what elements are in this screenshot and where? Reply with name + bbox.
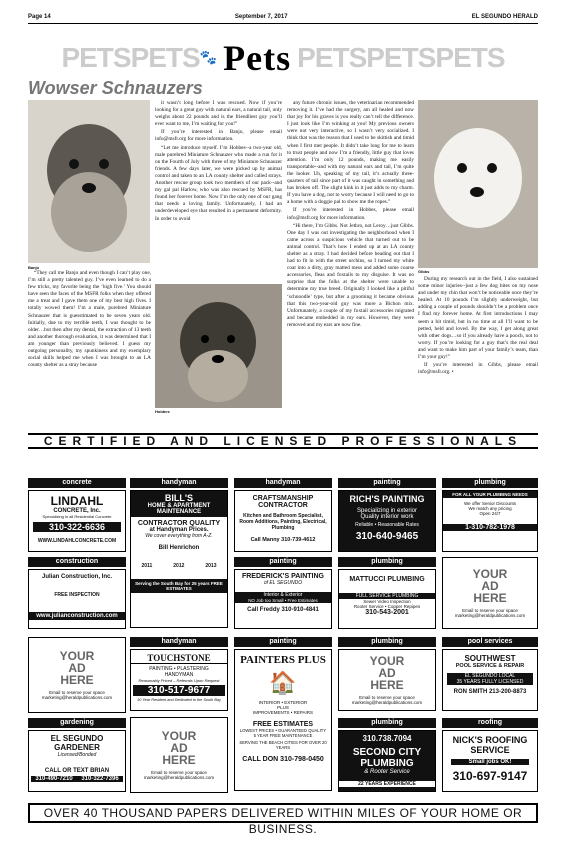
ad-title: BILL'S [131,491,227,503]
masthead-ghost-right: PETSPETSPETS [297,42,505,73]
caption-banjo: Banjo [28,265,40,270]
ad-line-2: We match any pricing [468,506,512,511]
ad-phone: 310-640-9465 [355,531,419,542]
ad-line: Kitchen and Bathroom Specialist, Room Additions, Painting, Electrical, Plumbing [239,513,327,531]
ad-fredericks-painting[interactable] [234,569,332,629]
page-number: Page 14 [28,14,51,20]
ad-line-5: 5 YEAR FREE MAINTENANCE [253,733,313,738]
ad-mattucci-plumbing[interactable] [338,569,436,629]
article-column-2 [155,100,282,280]
ad-line-4: LOWEST PRICES • GUARANTEED QUALITY [239,728,327,733]
ad-footer: Serving the South Bay for 25 years FREE ESTIMATES [131,579,227,593]
pets-logo: Pets [223,38,292,78]
ad-southwest-pool[interactable] [442,649,538,711]
house-icon: 🏠 [269,670,297,695]
category-label: plumbing [338,637,436,647]
article-column-1 [28,270,151,418]
ad-line-2: PLUS [277,705,289,710]
ad-phone: 310-543-2001 [365,609,409,616]
ad-subtitle: & Rooter Service [364,769,410,775]
ad-title: EL SEGUNDO GARDENER [50,734,104,752]
ad-phone: Call Freddy 310-910-4841 [247,607,319,613]
ad-phone: 310.738.7094 [362,734,412,743]
ad-header: FOR ALL YOUR PLUMBING NEEDS [443,491,537,498]
placeholder-email: Email to reserve your space marketing@heraldpublications.com [143,770,215,780]
category-label: handyman [234,478,332,488]
ad-line: FREE INSPECTION [54,592,100,598]
award-year: 2011 [141,563,153,569]
category-label: gardening [28,718,126,728]
paper-name: EL SEGUNDO HERALD [471,14,538,20]
ad-subtitle: Licensed/Bonded [57,752,97,758]
award-year: 2013 [205,563,217,569]
category-label: plumbing [442,478,538,488]
ad-title: PAINTERS PLUS [240,654,326,666]
ad-subtitle: POOL SERVICE & REPAIR [455,663,525,669]
ad-phone: 310-322-7396 [81,776,119,782]
ad-line-3: Reasonably Priced – Referrals Upon Request [138,678,220,683]
ad-line: Specializing in all Residential Concrete [42,514,112,519]
award-badges [131,563,227,569]
ad-title: CRAFTSMANSHIP CONTRACTOR [252,495,314,509]
ad-title: NICK'S ROOFING SERVICE [452,735,528,755]
ad-tagline-2: at Handyman Prices. [149,527,209,533]
ad-footer: 30 Year Resident and Dedicated to the South Bay [137,698,221,702]
ad-line: Interior & Exterior [235,592,331,598]
ad-title: MATTUCCI PLUMBING [349,576,425,583]
article-column-3 [287,100,414,425]
ad-line: Small jobs OK! [451,759,529,765]
section-masthead [28,38,538,78]
ad-bills-maintenance[interactable] [130,490,228,628]
photo-gibbs [418,100,538,268]
ad-website: WWW.LINDAHLCONCRETE.COM [37,538,117,544]
category-label: roofing [442,718,538,728]
circulation-footer: OVER 40 THOUSAND PAPERS DELIVERED WITHIN MILES OF YOUR HOME OR BUSINESS. [28,803,538,823]
placeholder-email: Email to reserve your space marketing@heraldpublications.com [351,695,423,705]
ad-line-2: 35 YEARS FULLY LICENSED [447,679,533,685]
ad-title: LINDAHL [50,494,104,508]
ad-line-3: Rooter Service • Copper Repipes [353,604,421,609]
article-headline: Wowser Schnauzers [28,78,203,98]
ad-phone: 310-322-6636 [33,522,121,532]
paragraph: “Hi there, I’m Gibbs. Not Jethro, not Leroy…just Gibbs. One day I was out investigating the neighborhood when I came across a suspicious vehicle that turned out to be animal control. That’s how I ended up at an LA county shelter as a stray. I had decided before heading out that I had to fit in with the street urchins, so I turned my white coat into a dirty, gray matted mess and added some coarse accessories, fleas and foxtails to my disguise. It was no surprise that the folks at the shelter were unable to determine my true breed. Originally I looked like a pitiful ‘schnoodle’ type, but after a grooming it became obvious that this two-year-old guy was more a Bichon mix. Unfortunately, a couple of my foxtail accessories migrated and became embedded in my ears. However, they were removed and my ears are now fine. [287,222,414,328]
paragraph: “Let me introduce myself. I’m Hobbes--a two-year old, male purebred Miniature Schnauzer who made a run for it on the Fourth of July with three of my Miniature Schnauzer friends. A few days later, we were picked up by animal control and taken to an LA county shelter and called strays. Another rescue group took two members of our pack--and my gal pal Harlow, who was also rescued by MSFR, has found her forever home. Now I’m the only one of our gang that needs a loving family. Unfortunately, I had an underdeveloped eye that resulted in a permanent deformity. In order to avoid [155,144,282,222]
ad-tagline-3: We cover everything from A-Z. [145,533,213,539]
category-label: painting [234,637,332,647]
category-label: construction [28,557,126,567]
placeholder-title: YOUR AD HERE [161,729,197,767]
ad-richs-painting[interactable] [338,490,436,552]
ad-phones [31,776,123,782]
ad-title: FREDERICK'S PAINTING [241,573,325,580]
ad-line: Specializing in exterior [356,508,418,514]
ad-title: Julian Construction, Inc. [41,574,112,580]
paw-icon: 🐾 [199,50,218,66]
paragraph: “They call me Banjo and even though I can’t play one, I’m still a pretty talented guy. I’ve even learned to do a few tricks, my favorite being the ‘high five.’ You should have seen the faces of the MSFR folks when they offered me a treat and I gave them one of my best high fives. I totally wowed them! I’m a male, purebred Miniature Schnauzer that is guesstimated to be seven years old. Initially, due to my terrible teeth, I was thought to be older…but then after my dental, the extraction of 13 teeth and another thorough evaluation, it was determined that I am younger than previously believed. I guess my outgoing personality, my spunkiness and my exemplary social skills helped me when I was brought to an LA county shelter as a stray because [28,270,151,369]
category-label: plumbing [338,718,436,728]
ad-placeholder[interactable] [442,557,538,629]
category-label: handyman [130,637,228,647]
ad-line: INTERIOR • EXTERIOR [258,700,308,705]
photo-banjo [28,100,150,263]
ad-subtitle: of EL SEGUNDO [263,580,303,586]
paragraph: it wasn’t long before I was rescued. Now if you’re looking for a great guy with natural ears, a natural tail, only weighs about 22 pounds and is the friendliest guy you’ll ever want to me, I’m waiting for you!” [155,100,282,128]
ad-website: www.julianconstruction.com [29,612,125,620]
placeholder-email: Email to reserve your space marketing@heraldpublications.com [454,608,526,618]
ad-phone: 1-310-782-1978 [443,524,537,531]
ad-line-6: SERVING THE BEACH CITIES FOR OVER 20 YEARS [239,740,327,750]
ad-line-2: Quality interior work [360,514,414,520]
category-label: plumbing [338,557,436,567]
award-year: 2012 [173,563,185,569]
ad-title: SOUTHWEST [464,654,516,663]
ad-line-3: IMPROVEMENTS • REPAIRS [252,710,313,715]
page-header [28,14,538,24]
ad-placeholder[interactable] [338,649,436,711]
paragraph: any future chronic issues, the veterinarian recommended removing it. I’ve had the surgery, am all healed and now that joy for his graves is you really can’t tell the difference. I just look like I’m winking at you! My previous owners were not very interactive, so I wasn’t very socialized. I think that was the reason that I used to be skittish and timid when I first met people. It didn’t take long for me to learn to trust people and now I’m a friendly, little guy that loves attention. I’m only 12 pounds, making me easily transportable--and with my natural ears and tail, I’m quite the looker. Uh, speaking of my tail, it’s actually three-quarters of tail since part of it was caught in something and has broken off. The slight kink in it just adds to my charm. If you have a dog, not to worry because I will need to go to a home with a doggie pal to show me the ropes.” [287,100,414,206]
ad-lindahl-concrete[interactable] [28,490,126,552]
ad-julian-construction[interactable] [28,569,126,629]
ad-phone: 310-517-9677 [133,685,225,696]
ad-subtitle: CONCRETE, Inc. [53,508,101,514]
ad-el-segundo-gardener[interactable] [28,730,126,792]
ad-nicks-roofing[interactable] [442,730,538,792]
ad-painters-plus[interactable] [234,649,332,791]
ad-placeholder[interactable] [130,717,228,793]
paragraph: If you’re interested in Hobbes, please email info@msfr.org for more information. [287,207,414,221]
placeholder-title: YOUR AD HERE [59,649,95,687]
placeholder-title: YOUR AD HERE [472,567,508,605]
directory-banner: CERTIFIED AND LICENSED PROFESSIONALS [28,433,538,449]
ad-phone: CALL DON 310-798-0450 [242,756,324,763]
ad-second-city-plumbing[interactable] [338,730,436,792]
ad-title: RICH'S PAINTING [349,494,425,504]
placeholder-title: YOUR AD HERE [369,654,405,692]
ad-phone: 310-490-7210 [35,776,73,782]
ad-line: CALL OR TEXT BRIAN [44,768,110,774]
category-label: painting [234,557,332,567]
category-label: pool services [442,637,538,647]
paragraph: During my research out in the field, I also sustained some minor injuries--just a few dog bites on my nose and under my chin that won’t be noticeable once they’re healed. At 10 pounds I’m slightly underweight, but adding a couple of pounds shouldn’t be a problem once I find my forever home. At first introductions I may seem a bit timid, but in no time at all I’ll want to be petted, held and loved. By the way, I get along great with other dogs…so if you already have a pooch, not to worry. If you’re looking for a guy that’s the real deal and want to make him part of your family’s team, than I’m your guy!” [418,276,538,361]
issue-date: September 7, 2017 [234,14,288,20]
caption-gibbs: Gibbs [418,269,430,274]
article-column-4 [418,276,538,426]
paragraph: If you’re interested in Gibbs, please email info@msfr.org. • [418,362,538,376]
ad-touchstone[interactable] [130,649,228,711]
ad-subtitle: HOME & APARTMENT MAINTENANCE [131,503,227,517]
ad-title: TOUCHSTONE [131,653,227,664]
ad-line-2: Sewer Video Inspection [363,599,411,604]
photo-hobbes [155,284,282,408]
ad-title: SECOND CITY PLUMBING [352,747,422,769]
ad-line: We offer Senior Discounts [463,501,517,506]
ad-craftsmanship[interactable] [234,490,332,552]
ad-tagline: CONTRACTOR QUALITY [137,520,221,527]
caption-hobbes: Hobbes [155,409,170,414]
ad-plumbing-needs[interactable] [442,490,538,552]
category-label: concrete [28,478,126,488]
ad-line-3: Reliable • Reasonable Rates [355,522,419,528]
category-label: painting [338,478,436,488]
placeholder-email: Email to reserve your space marketing@heraldpublications.com [41,690,113,700]
ad-line: 22 YEARS EXPERIENCE [339,781,435,787]
ad-phone: Call Manny 310-739-4612 [250,537,316,543]
ad-placeholder[interactable] [28,637,126,713]
category-label: handyman [130,478,228,488]
ad-line-2: HANDYMAN [164,672,194,678]
ad-phone: 310-697-9147 [452,769,528,783]
ad-line-3: Open 24/7 [479,511,501,516]
ad-owner: Bill Henrichon [158,545,200,551]
ad-line: EL SEGUNDO LOCAL [447,673,533,679]
ad-line-2: NO Job too Small • Free Estimates [235,598,331,603]
ad-line: PAINTING • PLASTERING [149,666,209,672]
ad-line: FULL SERVICE PLUMBING [339,593,435,599]
paragraph: If you’re interested in Banjo, please email info@msfr.org for more information. [155,129,282,143]
ad-estimates: FREE ESTIMATES [252,721,314,728]
ad-phone: RON SMITH 213-200-8873 [453,689,527,695]
masthead-ghost-left: PETSPETS [61,42,200,73]
